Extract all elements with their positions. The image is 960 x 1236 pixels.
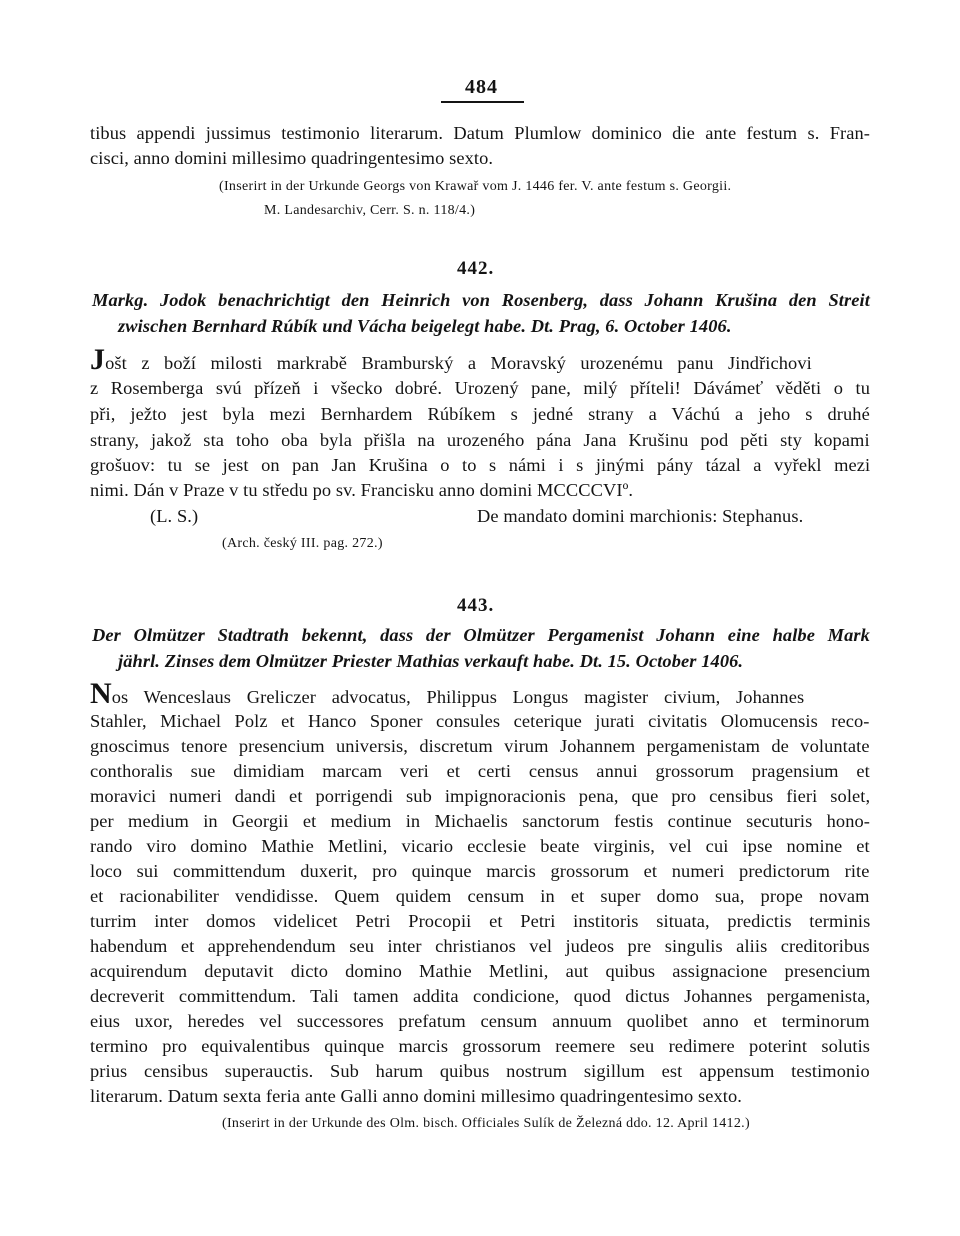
- text-line-first: [90, 343, 812, 376]
- first-line-text: ošt z boží milosti markrabě Bramburský a Moravský urozenému panu Jindřichovi: [105, 353, 812, 373]
- text-line: při, ježto jest byla mezi Bernhardem Rúbíkem s jedné strany a Váchú a jeho s druhé: [90, 404, 870, 424]
- text-line: acquirendum deputavit dicto domino Mathie Metlini, aut quibus assignacione presencium: [90, 961, 871, 981]
- page-number: 484: [465, 76, 498, 98]
- seal-mark: (L. S.): [150, 506, 199, 526]
- document-number: 442.: [457, 258, 495, 279]
- text-line: strany, jakož sta toho oba byla přišla na urozeného pána Jana Krušinu pod pěti sty kopami: [90, 430, 870, 450]
- text-line: loco sui committendum duxerit, pro quinque marcis grossorum et numeri predictorum rite: [90, 861, 870, 881]
- text-line: gnoscimus tenore presencium universis, discretum virum Johannem pergamenistam de voluntate: [90, 736, 870, 756]
- source-note: (Arch. český III. pag. 272.): [222, 536, 383, 551]
- text-line: tibus appendi jussimus testimonio literarum. Datum Plumlow dominico die ante festum s. Fran-: [90, 123, 871, 143]
- document-summary: Der Olmützer Stadtrath bekennt, dass der Olmützer Pergamenist Johann eine halbe Mark: [92, 625, 870, 645]
- text-line: eius uxor, heredes vel successores prefatum censum annuum quolibet anno et terminorum: [90, 1011, 870, 1031]
- mandate-line: De mandato domini marchionis: Stephanus.: [477, 506, 804, 526]
- source-note: (Inserirt in der Urkunde Georgs von Krawař vom J. 1446 fer. V. ante festum s. Georgii.: [219, 179, 732, 194]
- text-line: nimi. Dán v Praze v tu středu po sv. Francisku anno domini MCCCCVIº.: [90, 480, 634, 500]
- text-line: moravici numeri dandi et porrigendi sub impignoracionis pena, que pro censibus fieri solet,: [90, 786, 871, 806]
- text-line: habendum et apprehendendum seu inter christianos vel judeos pre singulis aliis creditoribus: [90, 936, 870, 956]
- text-line: rando viro domino Mathie Metlini, vicario ecclesie beate virginis, vel cui ipse nomine et: [90, 836, 870, 856]
- text-line: et racionabiliter vendidisse. Quem quidem censum in et super domo sua, prope novam: [90, 886, 870, 906]
- text-line: conthoralis sue dimidiam marcam veri et certi census annui grossorum pragensium et: [90, 761, 870, 781]
- text-line-first: [90, 677, 805, 710]
- initial-letter: J: [90, 343, 106, 376]
- text-line: Stahler, Michael Polz et Hanco Sponer consules ceterique jurati civitatis Olomucensis reco-: [90, 711, 870, 731]
- text-line: termino pro equivalentibus quinque marcis grossorum reemere seu redimere poterint solutis: [90, 1036, 871, 1056]
- source-note: M. Landesarchiv, Cerr. S. n. 118/4.): [264, 203, 476, 218]
- document-summary: jährl. Zinses dem Olmützer Priester Mathias verkauft habe. Dt. 15. October 1406.: [118, 651, 744, 671]
- text-line: per medium in Georgii et medium in Michaelis sanctorum festis continue secuturis hono-: [90, 811, 871, 831]
- text-line: decreverit committendum. Tali tamen addita condicione, quod dictus Johannes pergamenista,: [90, 986, 871, 1006]
- document-number: 443.: [457, 595, 495, 616]
- document-summary: Markg. Jodok benachrichtigt den Heinrich von Rosenberg, dass Johann Krušina den Streit: [92, 290, 870, 310]
- text-line: z Rosemberga svú přízeň i všecko dobré. Urozený pane, milý příteli! Dávámeť věděti o tu: [90, 378, 870, 398]
- document-summary: zwischen Bernhard Rúbík und Vácha beigelegt habe. Dt. Prag, 6. October 1406.: [118, 316, 732, 336]
- page-number-rule: [441, 101, 524, 103]
- source-note: (Inserirt in der Urkunde des Olm. bisch. Officiales Sulík de Železná ddo. 12. April 1412.): [222, 1116, 750, 1131]
- text-line: prius censibus superauctis. Sub harum quibus nostrum sigillum est appensum testimonio: [90, 1061, 870, 1081]
- text-line: literarum. Datum sexta feria ante Galli anno domini millesimo quadringentesimo sexto.: [90, 1086, 743, 1106]
- text-line: cisci, anno domini millesimo quadringentesimo sexto.: [90, 148, 494, 168]
- text-line: turrim inter domos videlicet Petri Procopii et Petri institoris situata, predictis terminis: [90, 911, 871, 931]
- initial-letter: N: [90, 677, 112, 710]
- text-line: grošuov: tu se jest on pan Jan Krušina o to s námi i s jinými pány tázal a vyřekl mezi: [90, 455, 871, 475]
- first-line-text: os Wenceslaus Greliczer advocatus, Philippus Longus magister civium, Johannes: [111, 687, 805, 707]
